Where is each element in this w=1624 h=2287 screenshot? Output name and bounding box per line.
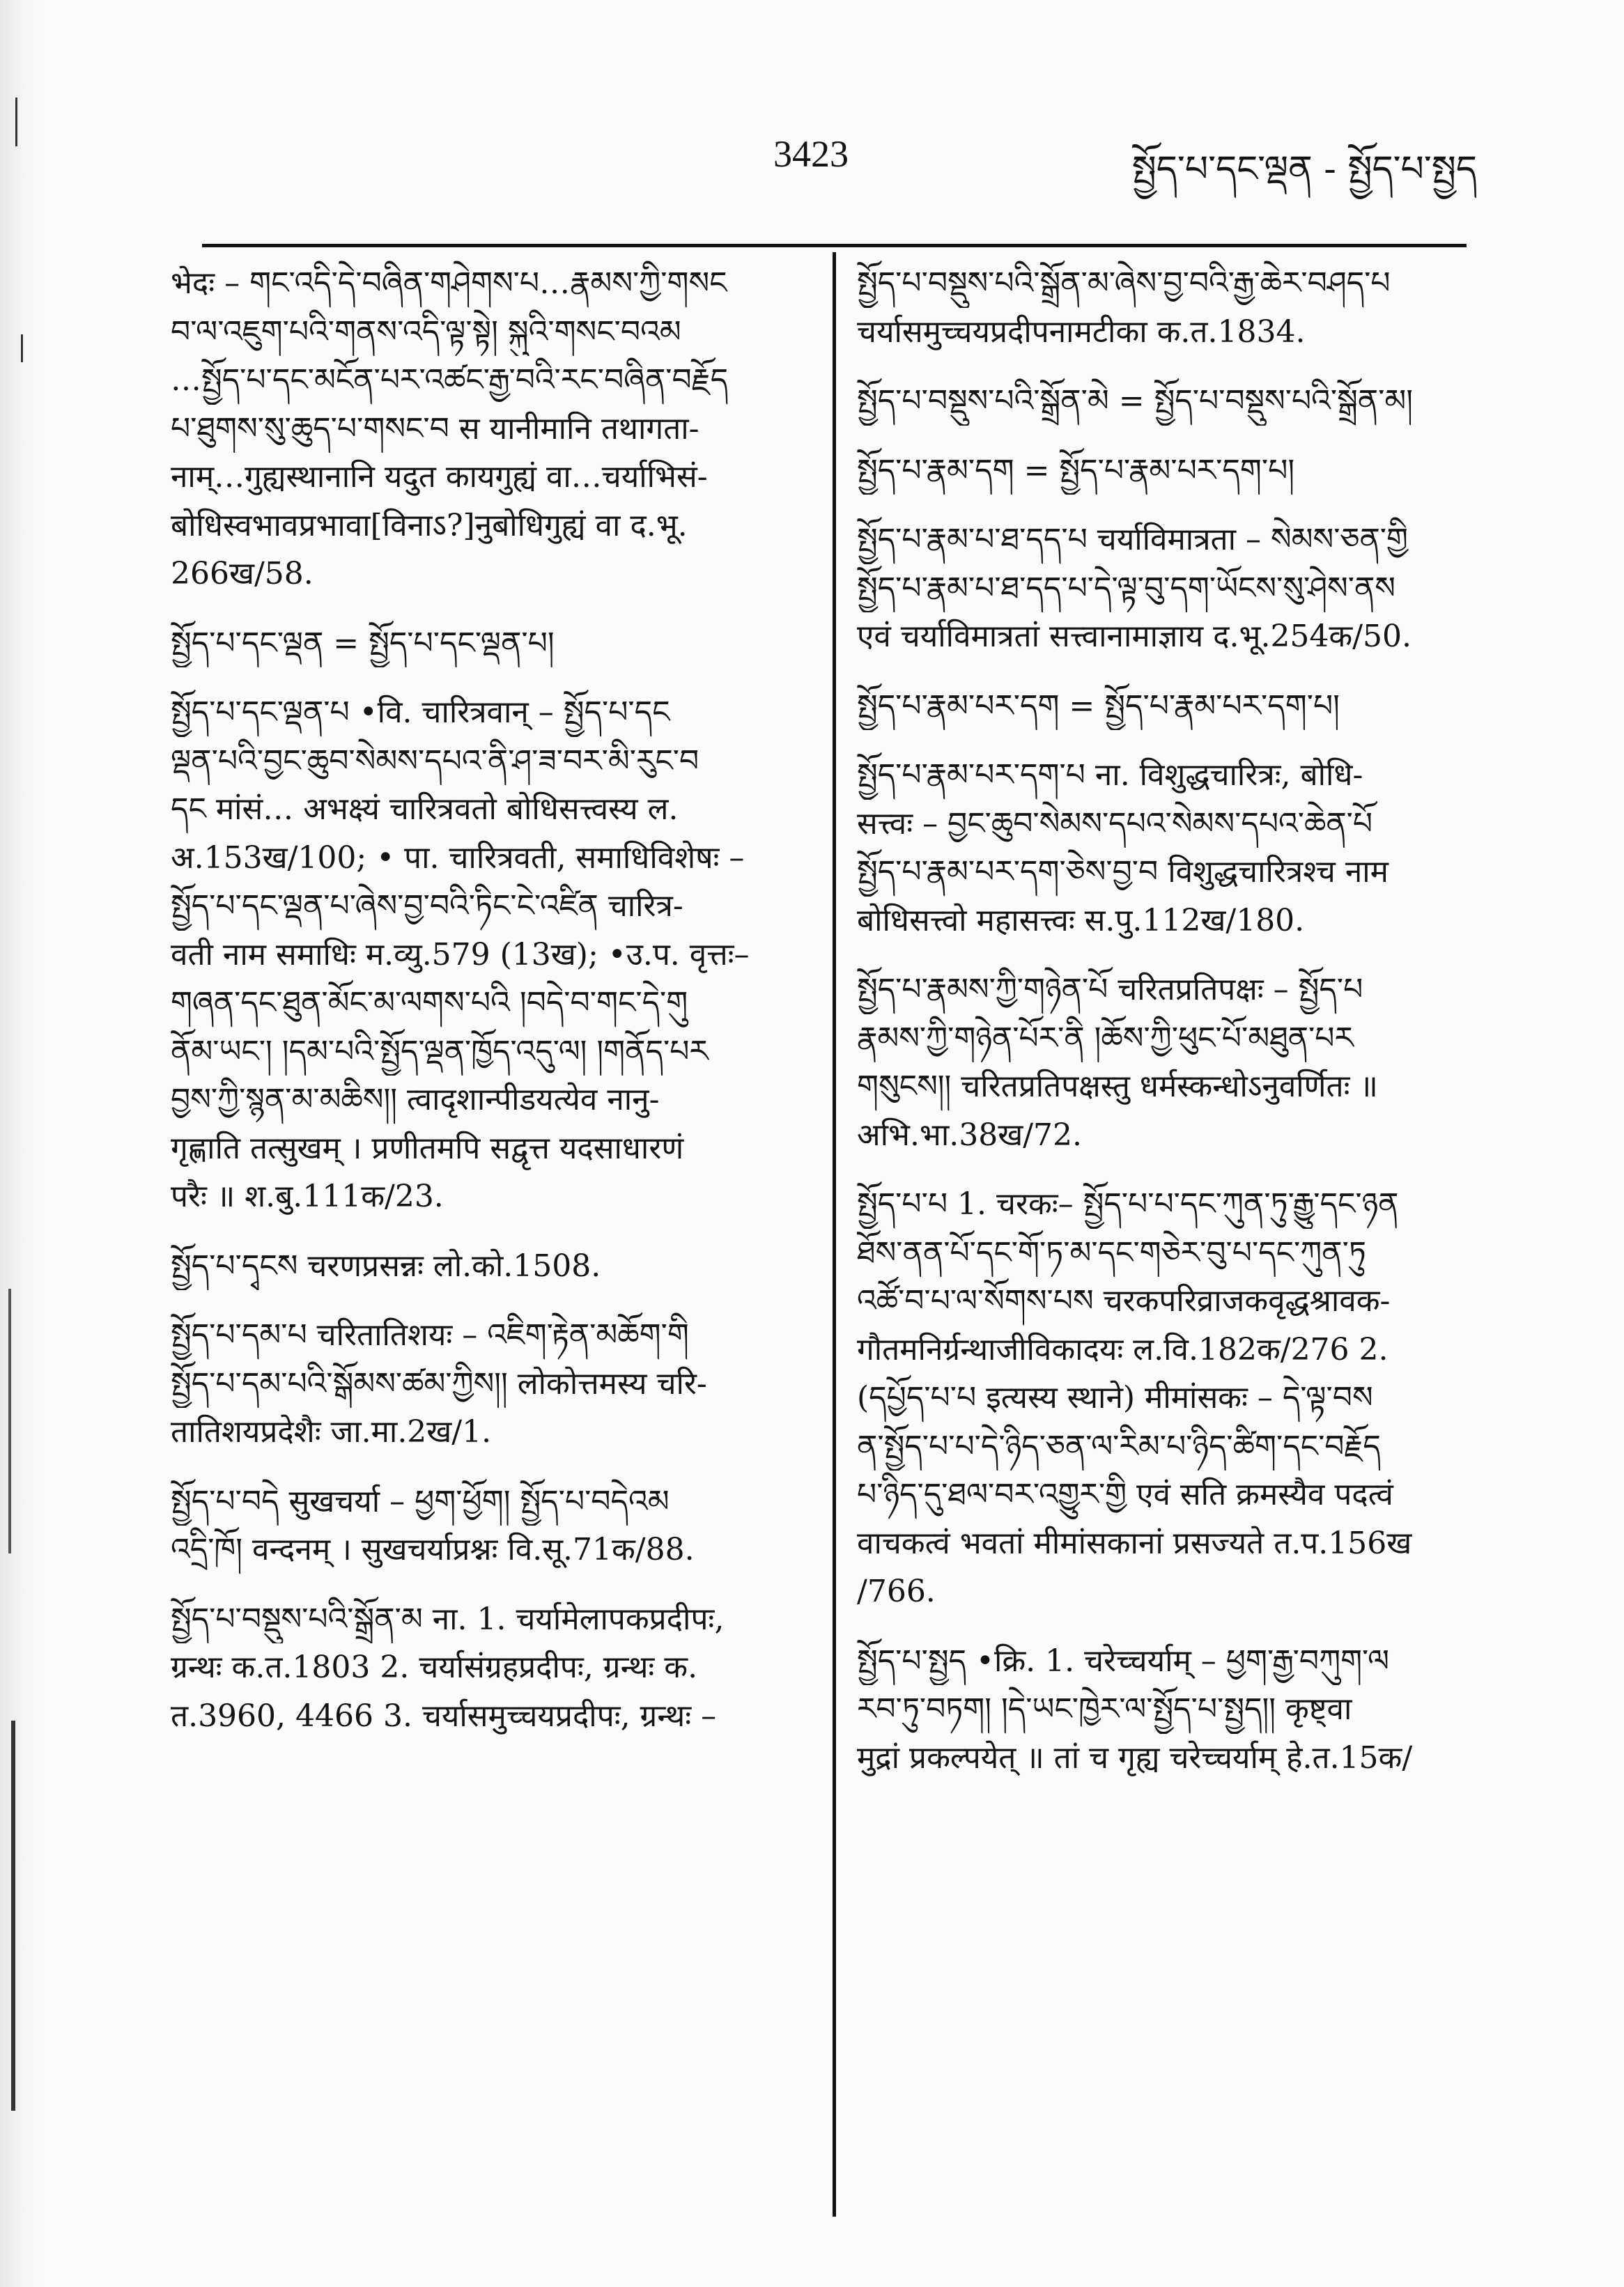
column-divider xyxy=(833,252,836,2217)
entry-line: ग्रन्थः क.त.1803 2. चर्यासंग्रहप्रदीपः, ग्रन्थः क. xyxy=(171,1650,698,1686)
dictionary-entry xyxy=(857,259,1470,356)
entry-line: སྤྱོད་པ་དམ་པའི་སྒོམས་ཚམ་ཀྱིས།། लोकोत्तमस्य चरि- xyxy=(171,1365,707,1402)
dictionary-entry xyxy=(857,1637,1470,1783)
scan-mark xyxy=(8,1289,11,1553)
dictionary-entry xyxy=(857,515,1470,661)
entry-line: नाम्…गुह्यस्थानानि यदुत कायगुह्यं वा…चर्याभिसं- xyxy=(171,459,708,495)
entry-line: སྤྱོད་པ་རྣམ་དག = སྤྱོད་པ་རྣམ་པར་དག་པ། xyxy=(857,452,1295,488)
entry-line: (དཔྱོད་པ་པ इत्यस्य स्थाने) मीमांसकः – དེ་ལྟ་བས xyxy=(857,1380,1373,1416)
entry-line: བྱས་ཀྱི་སྙན་མ་མཆིས།། त्वादृशान्पीडयत्येव नानु- xyxy=(171,1082,660,1118)
entry-line: འཚོ་བ་པ་ལ་སོགས་པས चरकपरिव्राजकवृद्धश्रावक- xyxy=(857,1283,1391,1319)
guide-words: སྤྱོད་པ་དང་ལྡན - སྤྱོད་པ་སྤྱད xyxy=(1131,148,1477,190)
entry-line: परैः ॥ श.बु.111क/23. xyxy=(171,1179,444,1215)
entry-line: बोधिसत्त्वो महासत्त्वः स.पु.112ख/180. xyxy=(857,902,1305,938)
entry-line: སྤྱོད་པ་རྣམས་ཀྱི་གཉེན་པོ चरितप्रतिपक्षः – སྤྱོད་པ xyxy=(857,972,1363,1008)
entry-line: སྤྱོད་པ་རྣམ་པར་དག་ཅེས་བྱ་བ विशुद्धचारित्रश्च नाम xyxy=(857,854,1389,890)
entry-line: སྤྱོད་པ་དང་ལྡན = སྤྱོད་པ་དང་ལྡན་པ། xyxy=(171,625,555,661)
entry-line: རྣམས་ཀྱི་གཉེན་པོར་ནི །ཆོས་ཀྱི་ཕུང་པོ་མཐུན་པར xyxy=(857,1020,1354,1056)
dictionary-entry xyxy=(857,1180,1470,1616)
entry-line: अभि.भा.38ख/72. xyxy=(857,1117,1083,1153)
entry-line: པ་ཉིད་དུ་ཐལ་བར་འགྱུར་གྱི एवं सति क्रमस्यैव पदत्वं xyxy=(857,1477,1393,1513)
scan-mark xyxy=(21,334,23,362)
entry-line: པ་ཐུགས་སུ་ཆུད་པ་གསང་བ स यानीमानि तथागता- xyxy=(171,410,699,447)
entry-line: मुद्रां प्रकल्पयेत् ॥ तां च गृह्य चरेच्चर्याम् हे.त.15क/ xyxy=(857,1739,1413,1776)
entry-line: सत्त्वः – བྱང་ཆུབ་སེམས་དཔའ་སེམས་དཔའ་ཆེན་པོ xyxy=(857,805,1373,842)
dictionary-entry xyxy=(857,447,1470,495)
entry-line: वती नाम समाधिः म.व्यु.579 (13ख); •उ.प. वृत्तः– xyxy=(171,936,750,972)
entry-line: त.3960, 4466 3. चर्यासमुच्चयप्रदीपः, ग्रन्थः – xyxy=(171,1698,717,1734)
entry-line: …སྤྱོད་པ་དང་མངོན་པར་འཚང་རྒྱ་བའི་རང་བཞིན་བརྗོད xyxy=(171,362,729,398)
entry-line: སྤྱོད་པ་དྭངས चरणप्रसन्नः लो.को.1508. xyxy=(171,1248,601,1284)
entry-line: ནོམ་ཡང་། །དམ་པའི་སྤྱོད་ལྡན་ཁྱོད་འདུ་ལ། །གནོད་པར xyxy=(171,1033,709,1069)
left-column xyxy=(171,259,801,1761)
dictionary-entry xyxy=(857,966,1470,1159)
entry-line: एवं चर्याविमात्रतां सत्त्वानामाज्ञाय द.भू.254क/50. xyxy=(857,619,1412,655)
dictionary-entry xyxy=(857,377,1470,426)
page-number: 3423 xyxy=(773,133,849,175)
entry-line: རབ་ཏུ་བཏག། །དེ་ཡང་ཁྱེར་ལ་སྤྱོད་པ་སྤྱད།། कृष्ट्वा xyxy=(857,1691,1352,1728)
dictionary-entry xyxy=(171,688,801,1221)
entry-line: སྤྱོད་པ་བསྡུས་པའི་སྒྲོན་མ་ཞེས་བྱ་བའི་རྒྱ་ཆེར་བཤད་པ xyxy=(857,265,1391,301)
entry-line: गौतमनिर्ग्रन्थाजीविकादयः ल.वि.182क/276 2. xyxy=(857,1331,1389,1367)
dictionary-entry xyxy=(171,619,801,668)
entry-line: སྤྱོད་པ་རྣམ་པར་དག་པ ना. विशुद्धचारित्रः, बोधि- xyxy=(857,757,1363,793)
dictionary-entry xyxy=(857,682,1470,731)
entry-line: ཐོས་ནན་པོ་དང་གོ་ཏ་མ་དང་གཅེར་བུ་པ་དང་ཀུན་ཏུ xyxy=(857,1234,1366,1271)
entry-line: बोधिस्वभावप्रभावा[विनाऽ?]नुबोधिगुह्यं वा द.भू. xyxy=(171,507,688,543)
entry-line: 266ख/58. xyxy=(171,556,314,592)
entry-line: སྤྱོད་པ་བསྡུས་པའི་སྒྲོན་མེ = སྤྱོད་པ་བསྡུས་པའི་སྒྲོན་མ། xyxy=(857,383,1414,419)
scan-mark xyxy=(11,1721,15,2111)
entry-line: चर्यासमुच्चयप्रदीपनामटीका क.त.1834. xyxy=(857,313,1306,350)
dictionary-entry xyxy=(857,751,1470,945)
dictionary-entry xyxy=(171,1595,801,1741)
header-rule xyxy=(202,244,1467,247)
entry-line: སྤྱོད་པ་རྣམ་པ་ཐ་དད་པ चर्याविमात्रता – སེམས་ཅན་གྱི xyxy=(857,522,1409,558)
entry-line: སྤྱོད་པ་དང་ལྡན་པ་ཞེས་བྱ་བའི་ཏིང་ངེ་འཛིན चारित्र- xyxy=(171,888,683,924)
entry-line: སྤྱོད་པ་བསྡུས་པའི་སྒྲོན་མ ना. 1. चर्यामेलापकप्रदीपः, xyxy=(171,1601,725,1637)
dictionary-entry xyxy=(171,1242,801,1291)
entry-line: དང मांसं… अभक्ष्यं चारित्रवतो बोधिसत्त्वस्य ल. xyxy=(171,791,679,828)
entry-line: वाचकत्वं भवतां मीमांसकानां प्रसज्यते त.प.156ख xyxy=(857,1525,1412,1561)
entry-line: སྤྱོད་པ་པ 1. चरकः– སྤྱོད་པ་པ་དང་ཀུན་ཏུ་རྒྱུ་དང་ཉན xyxy=(857,1186,1399,1223)
entry-line: གསུངས།། चरितप्रतिपक्षस्तु धर्मस्कन्धोऽनुवर्णितः ॥ xyxy=(857,1069,1378,1105)
entry-line: སྤྱོད་པ་བདེ सुखचर्या – ཕྱག་ཕྱོག། སྤྱོད་པ་བདེའམ xyxy=(171,1483,670,1519)
entry-line: ན་སྤྱོད་པ་པ་དེ་ཉིད་ཅན་ལ་རིམ་པ་ཉིད་ཚིག་དང་བརྗོད xyxy=(857,1428,1381,1464)
entry-line: ལྡན་པའི་བྱང་ཆུབ་སེམས་དཔའ་ནི་ཤ་ཟ་བར་མི་རུང་བ xyxy=(171,743,699,779)
entry-line: འདྲི་ཁོ། वन्दनम् । सुखचर्याप्रश्नः वि.सू.71क/88. xyxy=(171,1532,695,1568)
entry-line: भेदः – གང་འདི་དེ་བཞིན་གཤེགས་པ…རྣམས་ཀྱི་གསང xyxy=(171,265,727,301)
entry-line: གཞན་དང་ཐུན་མོང་མ་ལགས་པའི །བདེ་བ་གང་དེ་གུ xyxy=(171,985,688,1021)
entry-line: /766. xyxy=(857,1574,936,1610)
entry-line: སྤྱོད་པ་དང་ལྡན་པ •वि. चारित्रवान् – སྤྱོད་པ་དང xyxy=(171,695,670,731)
dictionary-entry xyxy=(171,259,801,598)
entry-line: སྤྱོད་པ་སྤྱད •क्रि. 1. चरेच्चर्याम् – ཕྱག་རྒྱ་བཀུག་ལ xyxy=(857,1643,1390,1679)
entry-line: བ་ལ་འཇུག་པའི་གནས་འདི་ལྟ་སྟེ། སྐུའི་གསང་བའམ xyxy=(171,313,681,350)
dictionary-entry xyxy=(171,1311,801,1457)
entry-line: སྤྱོད་པ་དམ་པ चरितातिशयः – འཇིག་རྟེན་མཆོག་གི xyxy=(171,1317,689,1354)
entry-line: गृह्णाति तत्सुखम् । प्रणीतमपि सद्वृत्त यदसाधारणं xyxy=(171,1130,684,1166)
entry-line: तातिशयप्रदेशैः जा.मा.2ख/1. xyxy=(171,1414,492,1450)
dictionary-entry xyxy=(171,1478,801,1574)
entry-line: अ.153ख/100; • पा. चारित्रवती, समाधिविशेषः – xyxy=(171,839,745,876)
entry-line: སྤྱོད་པ་རྣམ་པ་ཐ་དད་པ་དེ་ལྟ་བུ་དག་ཡོངས་སུ་ཤེས་ནས xyxy=(857,570,1395,606)
scan-mark xyxy=(15,98,17,146)
entry-line: སྤྱོད་པ་རྣམ་པར་དག = སྤྱོད་པ་རྣམ་པར་དག་པ། xyxy=(857,688,1340,724)
right-column xyxy=(857,259,1470,1803)
